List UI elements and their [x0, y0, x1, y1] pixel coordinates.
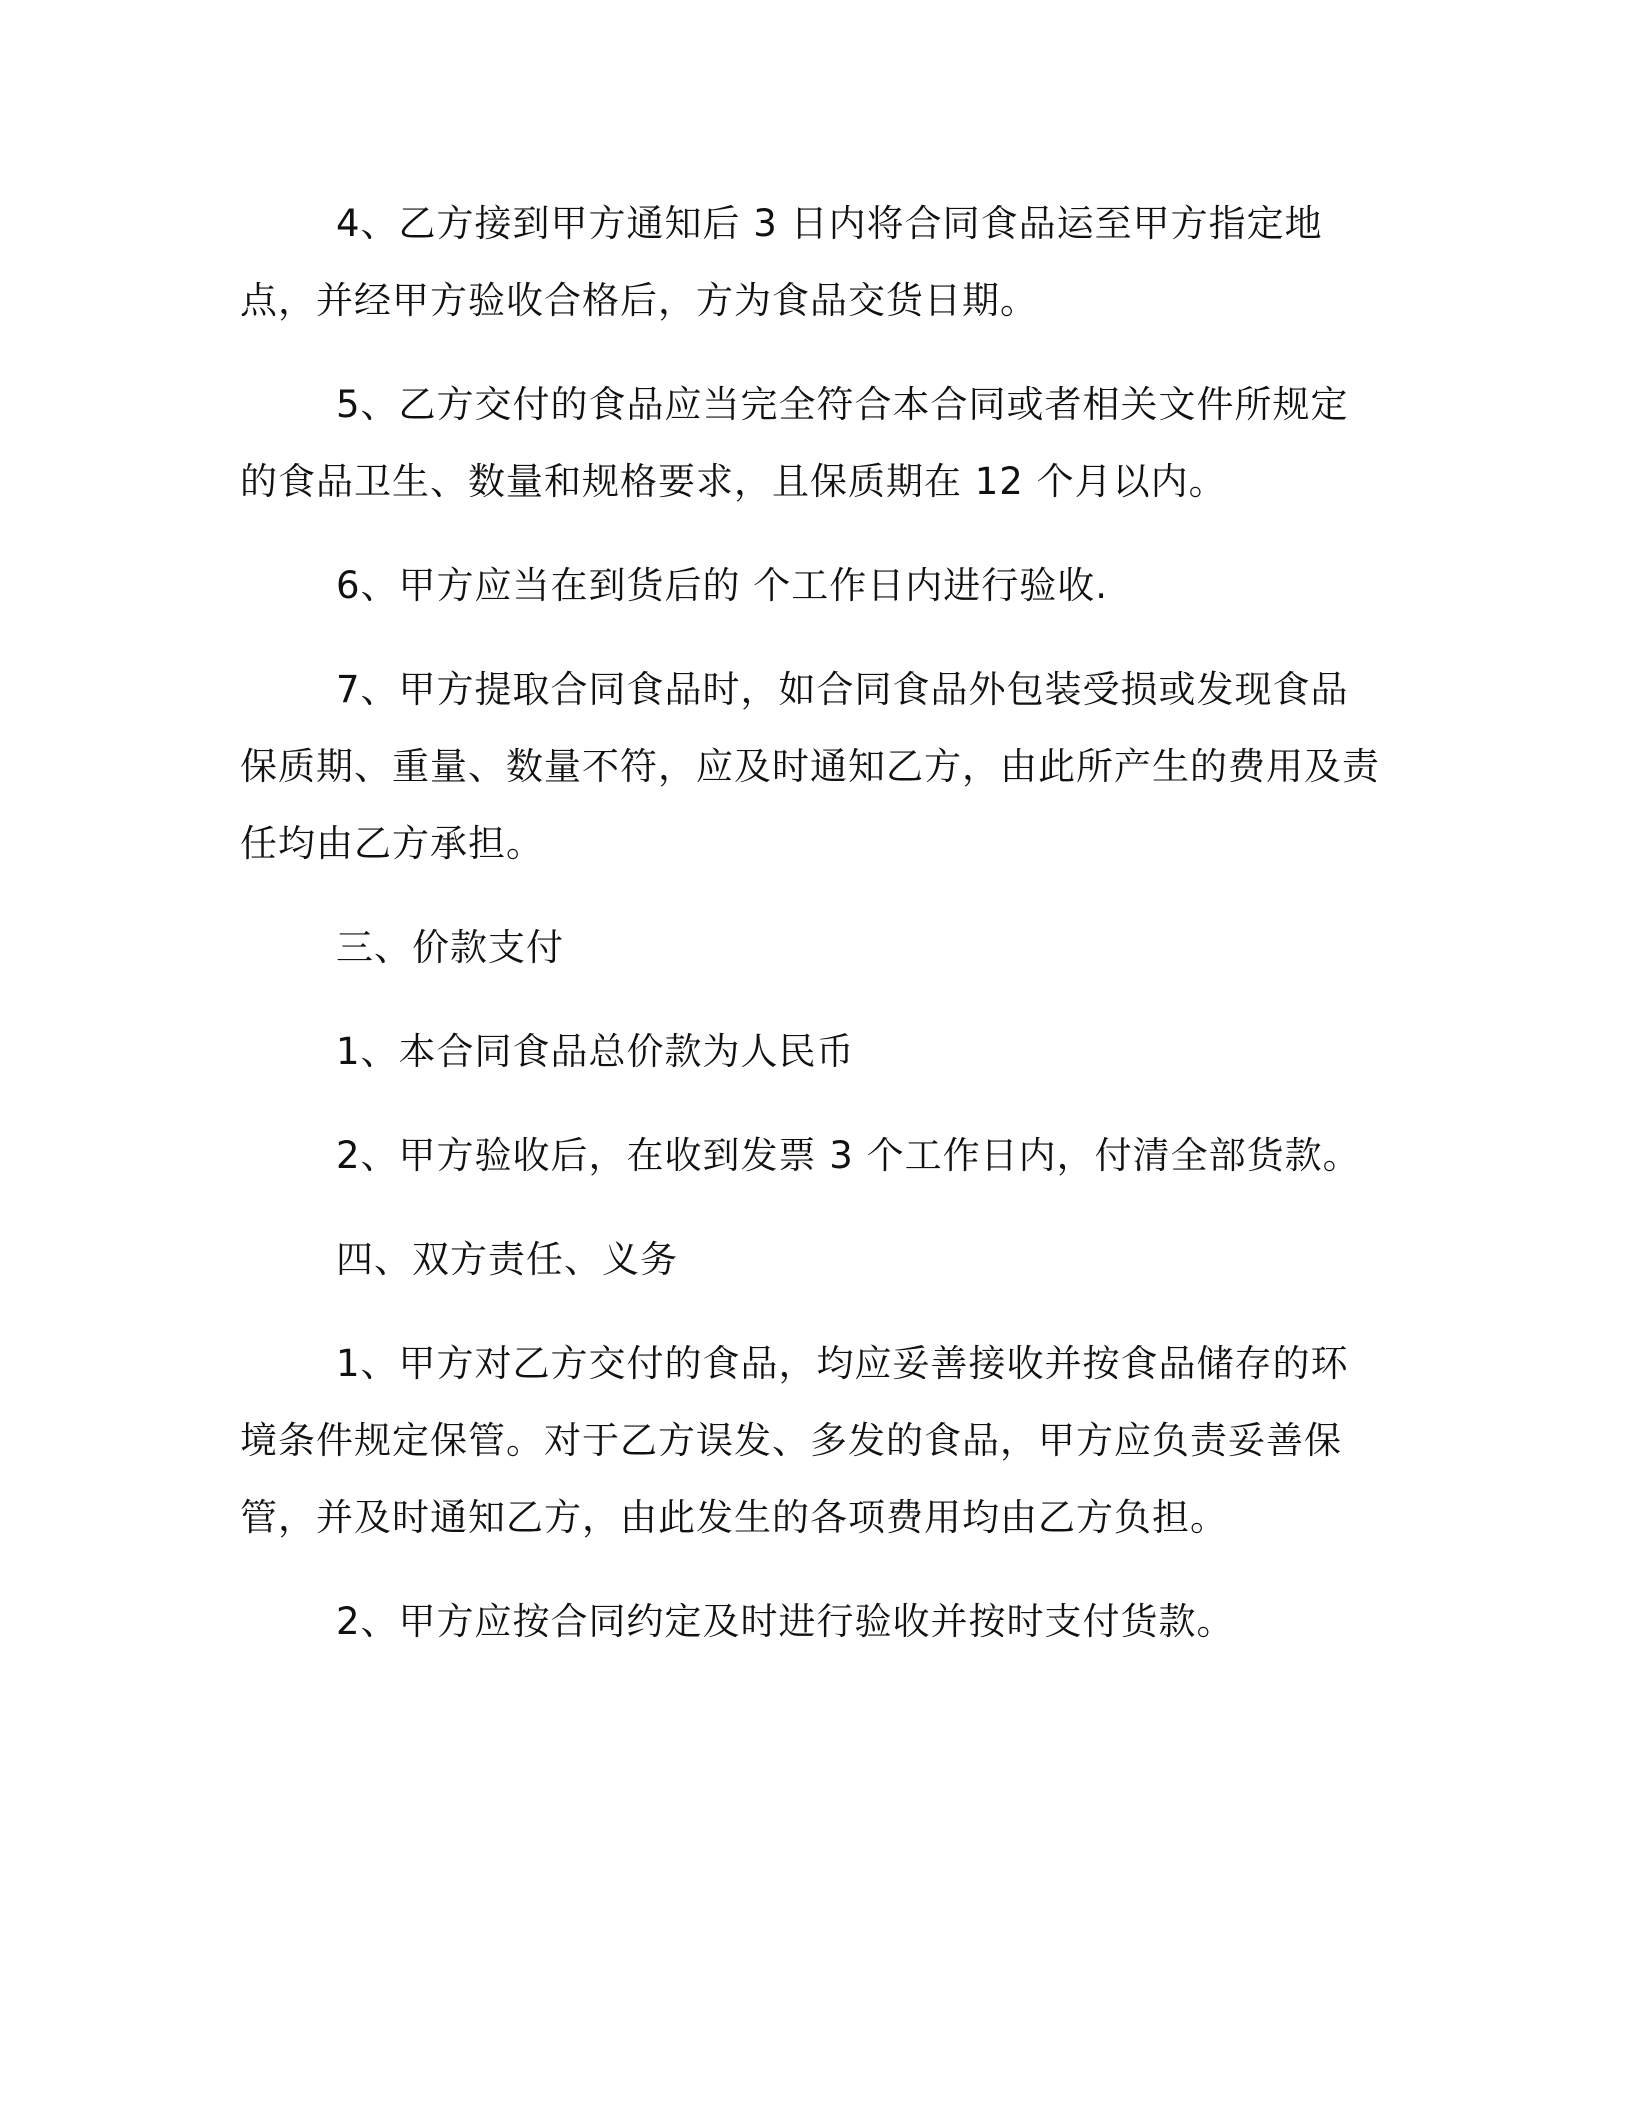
section-4-item-2: 2、甲方应按合同约定及时进行验收并按时支付货款。 — [336, 1600, 1235, 1643]
clause-4: 4、乙方接到甲方通知后 3 日内将合同食品运至甲方指定地点，并经甲方验收合格后，方为食品交货日期。 — [240, 202, 1323, 322]
clause-5: 5、乙方交付的食品应当完全符合本合同或者相关文件所规定的食品卫生、数量和规格要求，且保质期在 12 个月以内。 — [240, 383, 1349, 503]
clause-6: 6、甲方应当在到货后的 个工作日内进行验收. — [336, 564, 1109, 607]
clause-7: 7、甲方提取合同食品时，如合同食品外包装受损或发现食品保质期、重量、数量不符，应及时通知乙方，由此所产生的费用及责任均由乙方承担。 — [240, 668, 1380, 865]
section-4-heading: 四、双方责任、义务 — [336, 1238, 678, 1281]
section-3-item-2: 2、甲方验收后，在收到发票 3 个工作日内，付清全部货款。 — [336, 1134, 1361, 1177]
section-3-item-1: 1、本合同食品总价款为人民币 — [336, 1030, 855, 1073]
section-3-heading: 三、价款支付 — [336, 926, 564, 969]
document-body — [240, 185, 1382, 1687]
section-4-item-1: 1、甲方对乙方交付的食品，均应妥善接收并按食品储存的环境条件规定保管。对于乙方误发、多发的食品，甲方应负责妥善保管，并及时通知乙方，由此发生的各项费用均由乙方负担。 — [240, 1342, 1349, 1539]
